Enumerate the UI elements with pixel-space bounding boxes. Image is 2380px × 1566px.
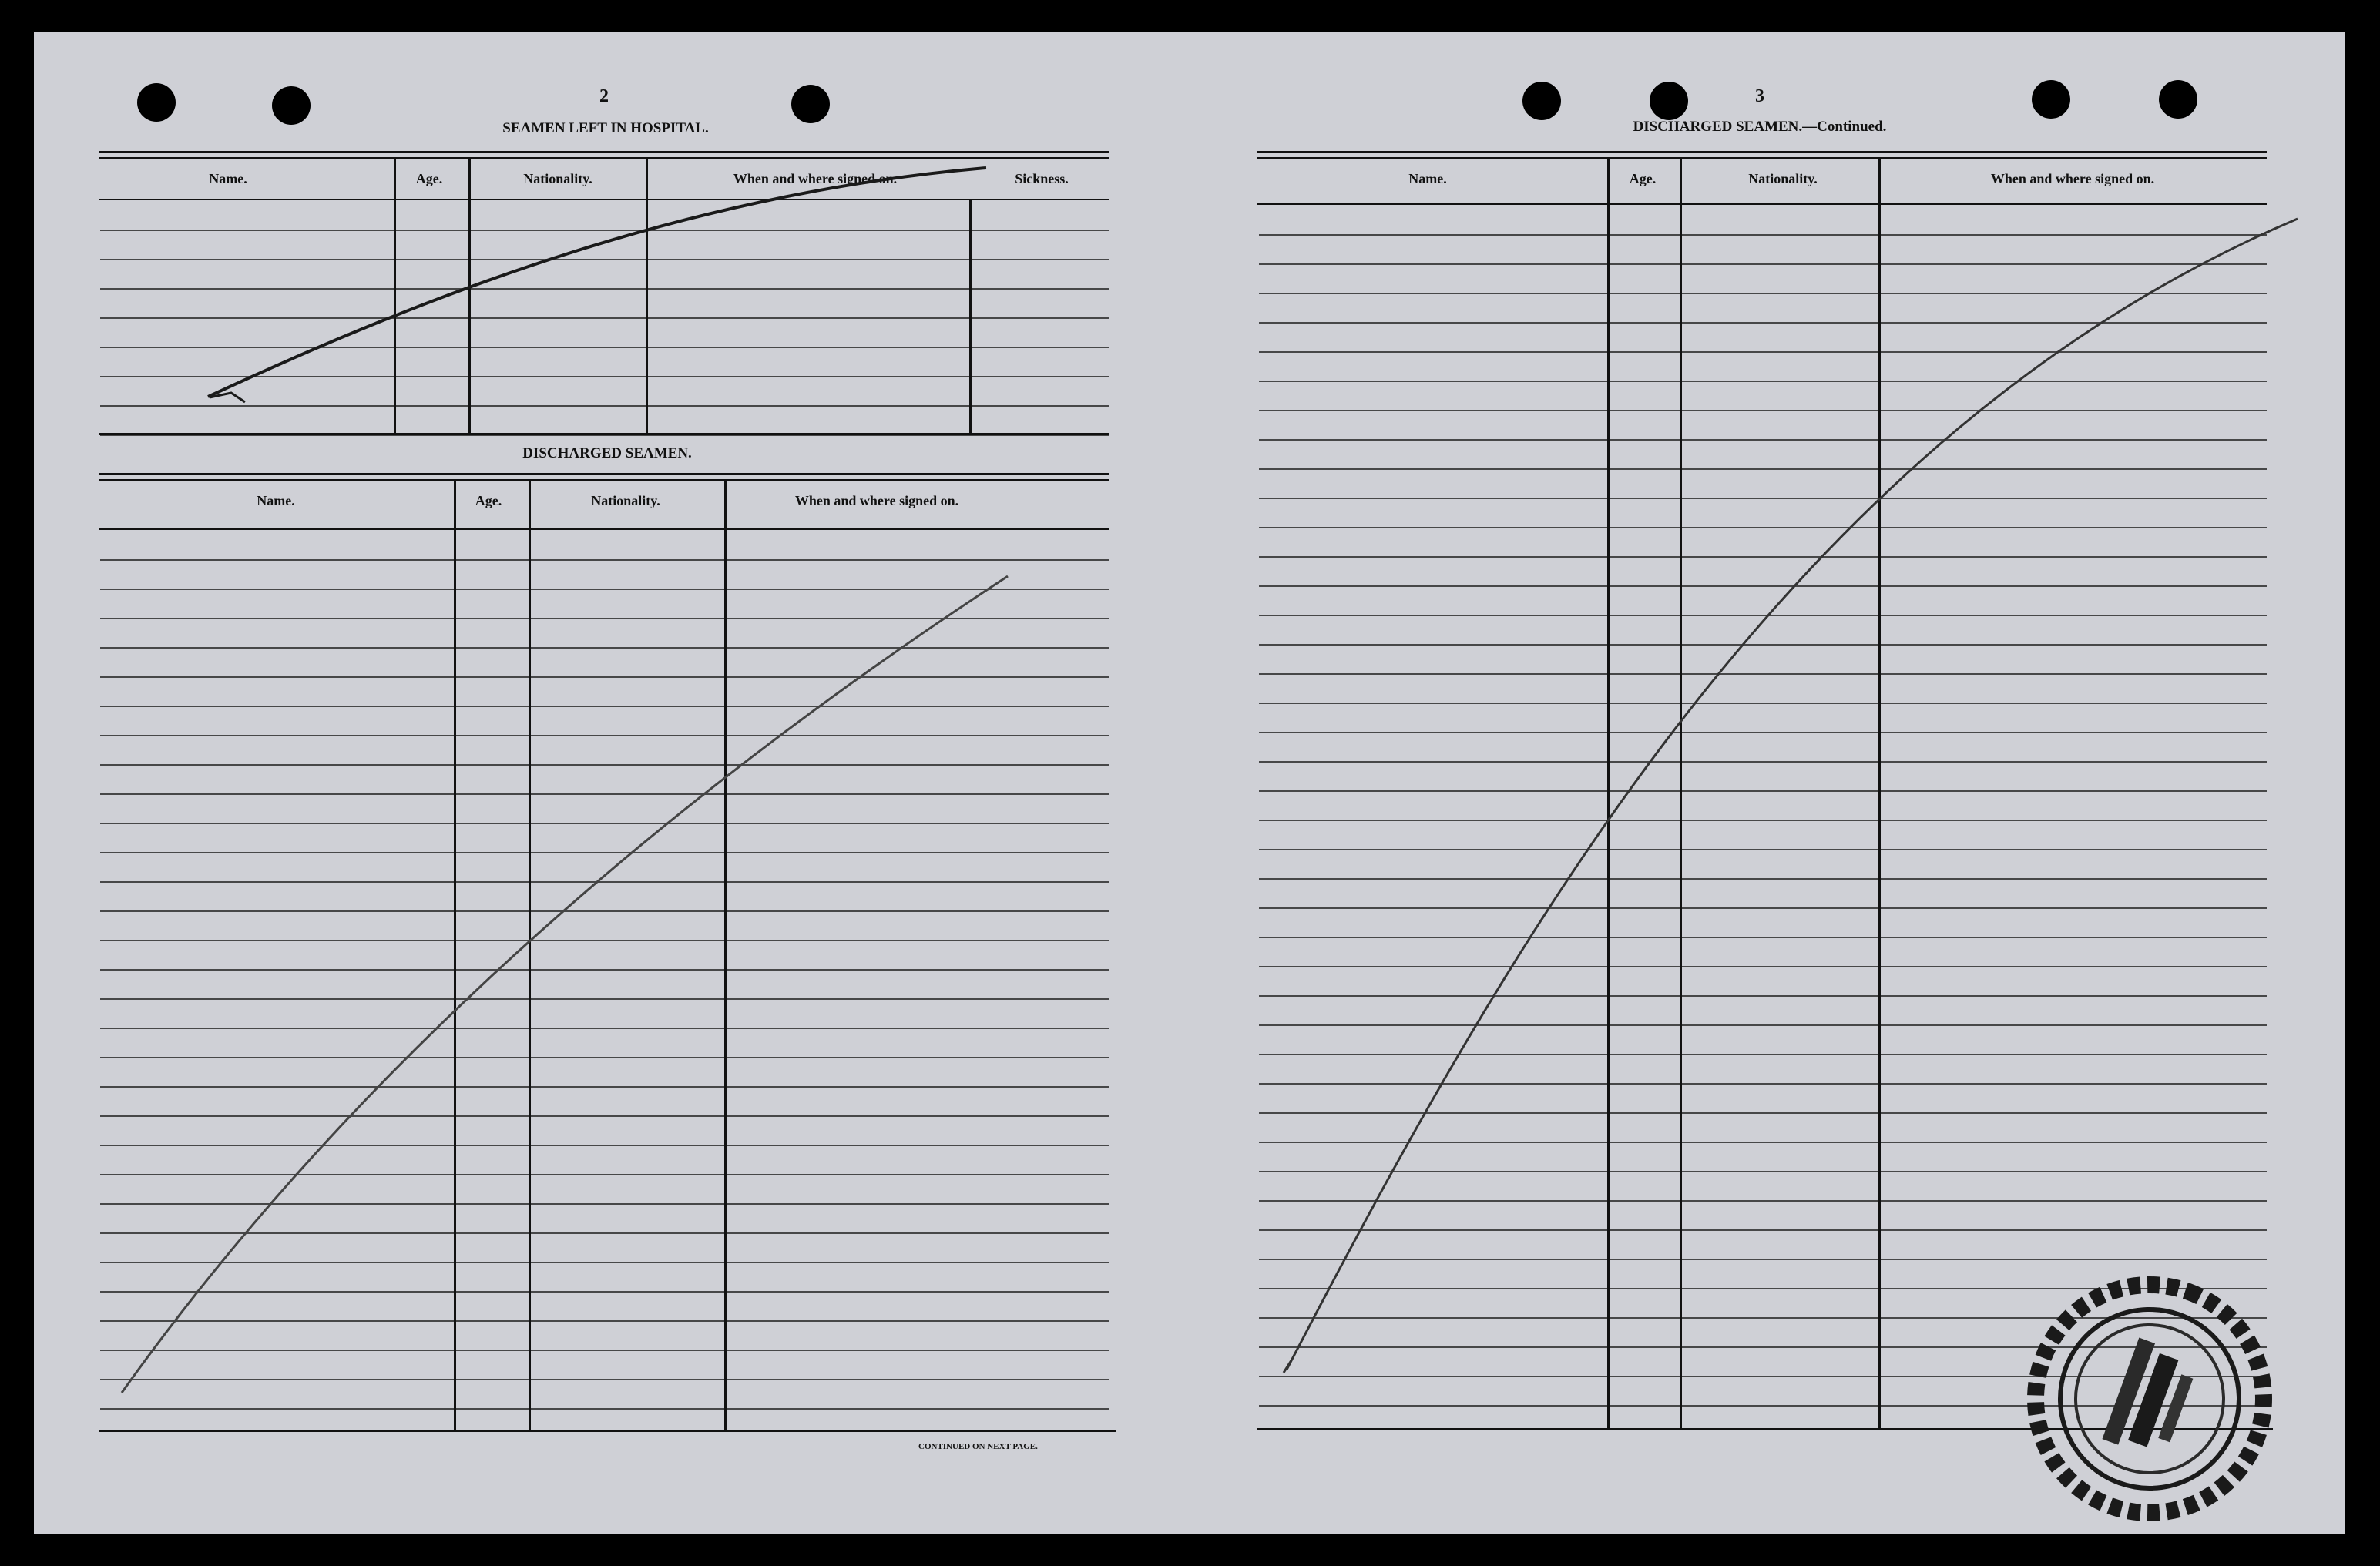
column-header-nationality: Nationality. (523, 171, 592, 186)
column-header-age: Age. (415, 171, 443, 186)
pencil-strike-line (208, 168, 986, 397)
discharged-section-title: DISCHARGED SEAMEN. (522, 445, 692, 461)
page-number: 2 (599, 86, 609, 106)
column-header-name: Name. (1408, 171, 1447, 186)
pencil-tick-mark (1284, 1360, 1291, 1373)
column-header-age: Age. (475, 493, 502, 508)
column-header-sickness: Sickness. (1015, 171, 1069, 186)
postal-stamp (2003, 1252, 2295, 1544)
column-header-nationality: Nationality. (1748, 171, 1818, 186)
continued-footer: CONTINUED ON NEXT PAGE. (918, 1442, 1038, 1451)
discharged-continued-title: DISCHARGED SEAMEN.—Continued. (1633, 119, 1887, 135)
hospital-section-title: SEAMEN LEFT IN HOSPITAL. (502, 120, 709, 136)
column-header-name: Name. (209, 171, 247, 186)
column-header-signed-on: When and where signed on. (794, 493, 959, 508)
pencil-strike-line (122, 576, 1008, 1393)
column-header-signed-on: When and where signed on. (1990, 171, 2155, 186)
column-header-name: Name. (257, 493, 295, 508)
pencil-strike-line (1287, 219, 2298, 1370)
column-header-nationality: Nationality. (591, 493, 660, 508)
column-header-age: Age. (1629, 171, 1657, 186)
page-number: 3 (1755, 86, 1764, 106)
column-header-signed-on: When and where signed on. (733, 171, 898, 186)
